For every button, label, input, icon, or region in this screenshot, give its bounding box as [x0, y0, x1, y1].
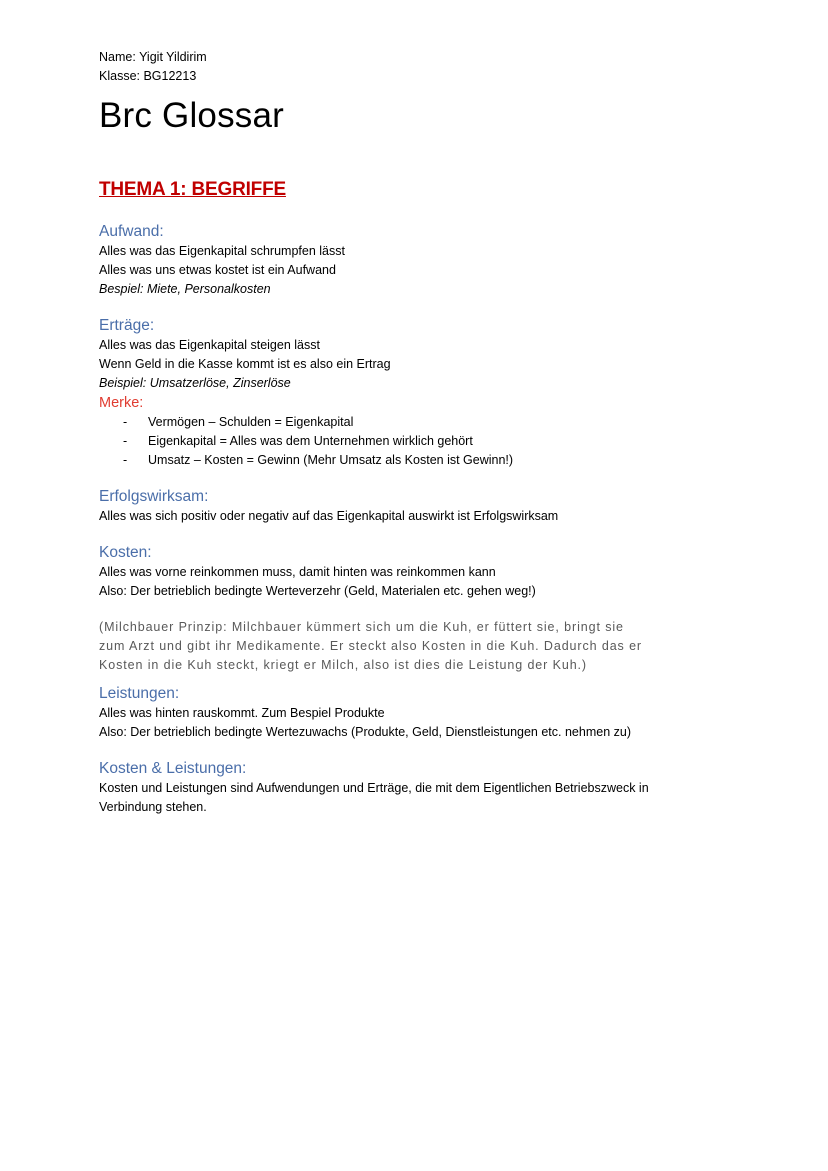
merke-list — [99, 413, 739, 470]
definition-line: Wenn Geld in die Kasse kommt ist es also ein Ertrag — [99, 357, 391, 371]
document-title: Brc Glossar — [99, 96, 285, 135]
example-line: Bespiel: Miete, Personalkosten — [99, 282, 271, 296]
list-item — [99, 451, 739, 470]
definition-line: Alles was hinten rauskommt. Zum Bespiel Produkte — [99, 706, 385, 720]
definition-line: Also: Der betrieblich bedingte Wertezuwachs (Produkte, Geld, Dienstleistungen etc. nehmen zu) — [99, 725, 631, 739]
list-item — [99, 432, 739, 451]
section-kosten — [99, 543, 739, 675]
definition-line: Also: Der betrieblich bedingte Werteverzehr (Geld, Materialen etc. gehen weg!) — [99, 584, 536, 598]
term-heading-erfolgswirksam: Erfolgswirksam: — [99, 488, 209, 505]
definition-line: Alles was uns etwas kostet ist ein Aufwand — [99, 263, 336, 277]
note-line: zum Arzt und gibt ihr Medikamente. Er steckt also Kosten in die Kuh. Dadurch das er — [99, 639, 642, 653]
bullet-dash: - — [123, 415, 128, 429]
term-heading-kosten-leistungen: Kosten & Leistungen: — [99, 760, 247, 777]
term-heading-ertraege: Erträge: — [99, 317, 155, 334]
section-kosten-leistungen — [99, 759, 739, 817]
list-item-text: Vermögen – Schulden = Eigenkapital — [148, 415, 354, 429]
term-heading-leistungen: Leistungen: — [99, 685, 180, 702]
bullet-dash: - — [123, 434, 128, 448]
section-leistungen — [99, 684, 739, 742]
section-erfolgswirksam — [99, 487, 739, 526]
term-heading-aufwand: Aufwand: — [99, 223, 164, 240]
document-page — [99, 48, 739, 817]
definition-line: Alles was vorne reinkommen muss, damit hinten was reinkommen kann — [99, 565, 496, 579]
section-ertraege — [99, 316, 739, 470]
topic-heading: THEMA 1: BEGRIFFE — [99, 179, 286, 200]
definition-line: Verbindung stehen. — [99, 800, 207, 814]
definition-line: Alles was das Eigenkapital schrumpfen lässt — [99, 244, 345, 258]
merke-label: Merke: — [99, 395, 144, 411]
note-line: (Milchbauer Prinzip: Milchbauer kümmert sich um die Kuh, er füttert sie, bringt sie — [99, 620, 624, 634]
term-heading-kosten: Kosten: — [99, 544, 152, 561]
student-class: Klasse: BG12213 — [99, 69, 197, 83]
example-line: Beispiel: Umsatzerlöse, Zinserlöse — [99, 376, 291, 390]
list-item-text: Eigenkapital = Alles was dem Unternehmen wirklich gehört — [148, 434, 473, 448]
definition-line: Kosten und Leistungen sind Aufwendungen und Erträge, die mit dem Eigentlichen Betriebszweck in — [99, 781, 649, 795]
list-item-text: Umsatz – Kosten = Gewinn (Mehr Umsatz als Kosten ist Gewinn!) — [148, 453, 514, 467]
note-line: Kosten in die Kuh steckt, kriegt er Milch, also ist dies die Leistung der Kuh.) — [99, 658, 587, 672]
bullet-dash: - — [123, 453, 128, 467]
section-aufwand — [99, 222, 739, 299]
definition-line: Alles was sich positiv oder negativ auf das Eigenkapital auswirkt ist Erfolgswirksam — [99, 509, 559, 523]
list-item — [99, 413, 739, 432]
definition-line: Alles was das Eigenkapital steigen lässt — [99, 338, 320, 352]
student-name: Name: Yigit Yildirim — [99, 50, 207, 64]
